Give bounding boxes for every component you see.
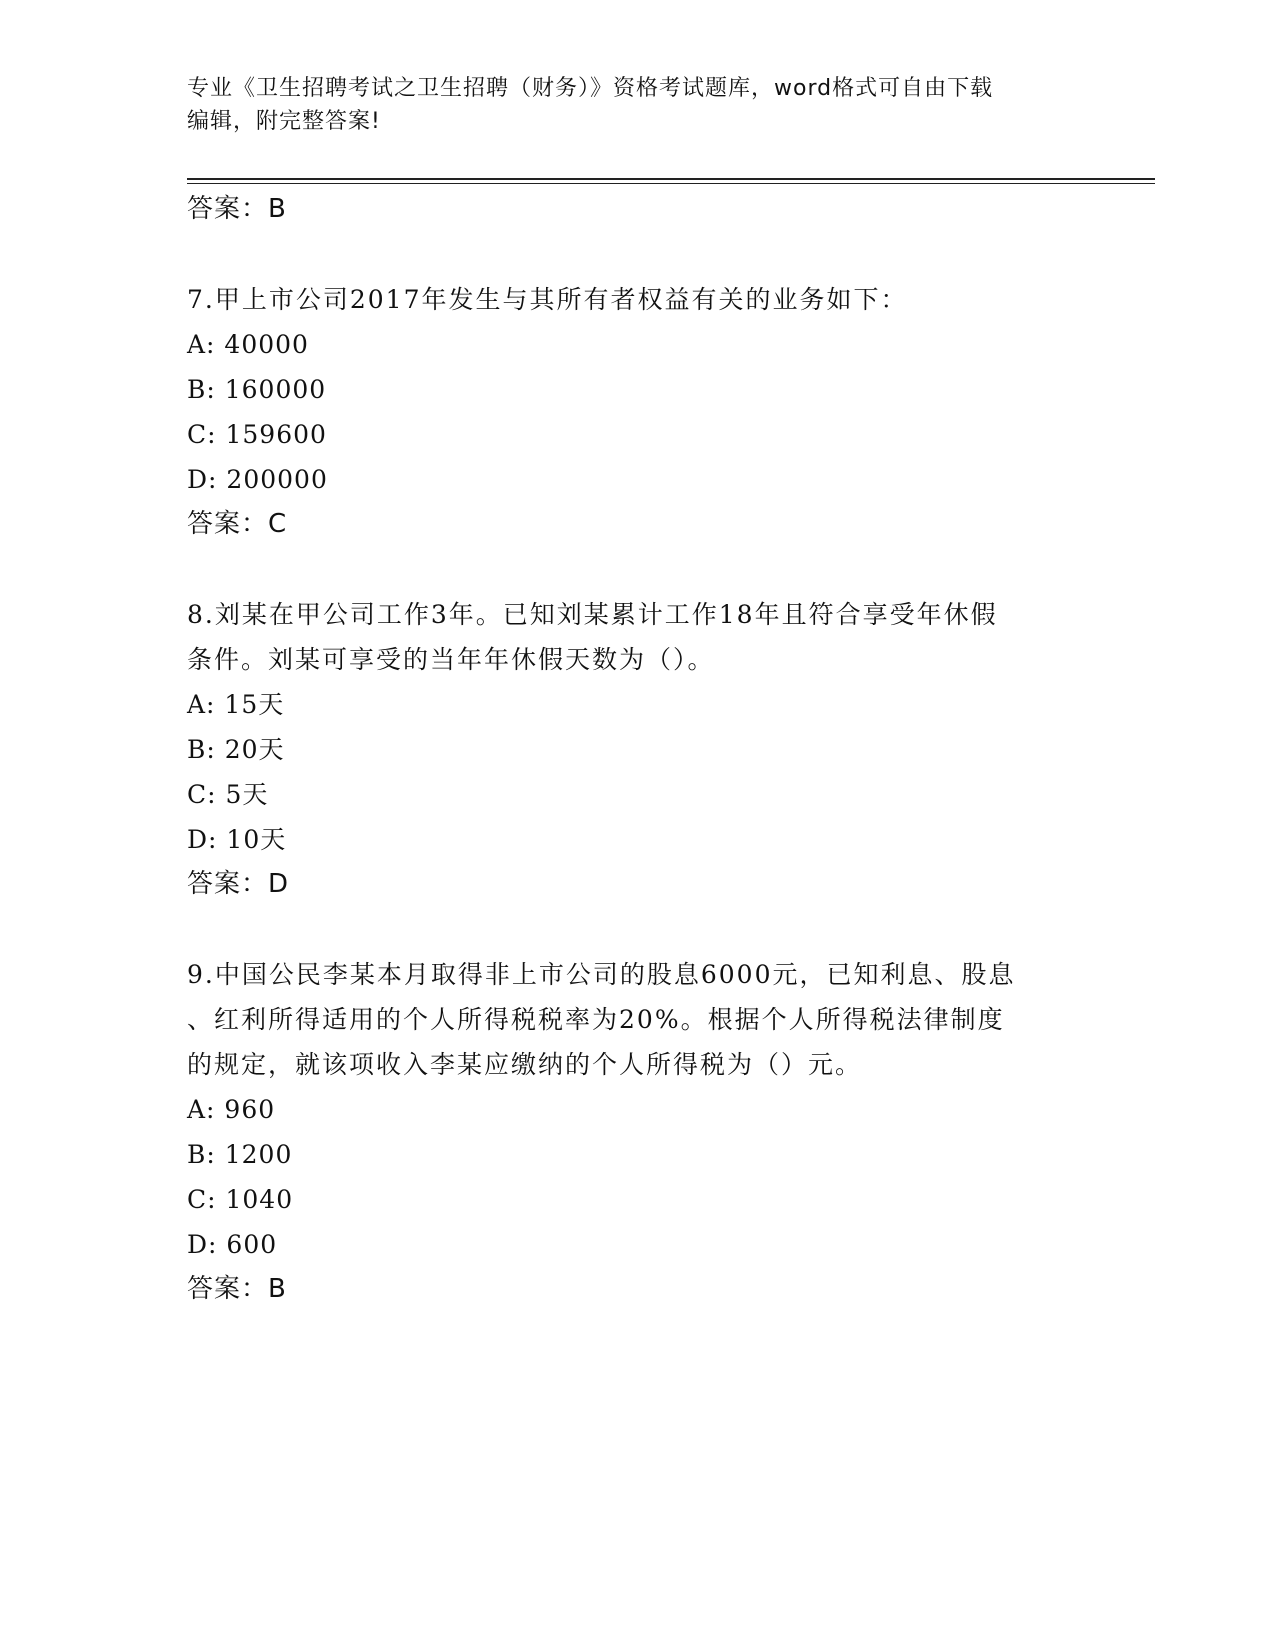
question-7-line-1: 7.甲上市公司2017年发生与其所有者权益有关的业务如下：	[187, 285, 908, 314]
question-8-line-1: 8.刘某在甲公司工作3年。已知刘某累计工作18年且符合享受年休假	[187, 600, 998, 629]
header-line-1: 专业《卫生招聘考试之卫生招聘（财务）》资格考试题库，word格式可自由下载	[187, 76, 994, 101]
question-9-option-b: B: 1200	[187, 1140, 293, 1169]
question-7-option-a: A: 40000	[187, 330, 309, 359]
question-8-option-c: C: 5天	[187, 780, 269, 809]
question-9-answer: 答案：B	[187, 1274, 287, 1304]
question-8-text	[187, 592, 1087, 682]
question-7-answer: 答案：C	[187, 509, 288, 539]
header-divider	[187, 178, 1155, 184]
question-8-line-2: 条件。刘某可享受的当年年休假天数为（）。	[187, 645, 715, 674]
question-8-option-d: D: 10天	[187, 825, 287, 854]
question-9-text	[187, 952, 1087, 1087]
question-9-line-2: 、红利所得适用的个人所得税税率为20%。根据个人所得税法律制度	[187, 1005, 1005, 1034]
question-9-option-a: A: 960	[187, 1095, 276, 1124]
question-8-answer: 答案：D	[187, 869, 290, 899]
question-8-option-b: B: 20天	[187, 735, 285, 764]
question-8-option-a: A: 15天	[187, 690, 285, 719]
document-header	[187, 72, 1067, 138]
question-9-line-3: 的规定，就该项收入李某应缴纳的个人所得税为（）元。	[187, 1050, 863, 1079]
question-9-line-1: 9.中国公民李某本月取得非上市公司的股息6000元，已知利息、股息	[187, 960, 1016, 989]
question-7-option-b: B: 160000	[187, 375, 327, 404]
question-7-option-c: C: 159600	[187, 420, 327, 449]
previous-answer: 答案：B	[187, 194, 287, 224]
question-9-option-c: C: 1040	[187, 1185, 294, 1214]
header-line-2: 编辑，附完整答案!	[187, 109, 381, 134]
question-9-option-d: D: 600	[187, 1230, 278, 1259]
question-7-option-d: D: 200000	[187, 465, 328, 494]
question-7-text	[187, 277, 1087, 322]
